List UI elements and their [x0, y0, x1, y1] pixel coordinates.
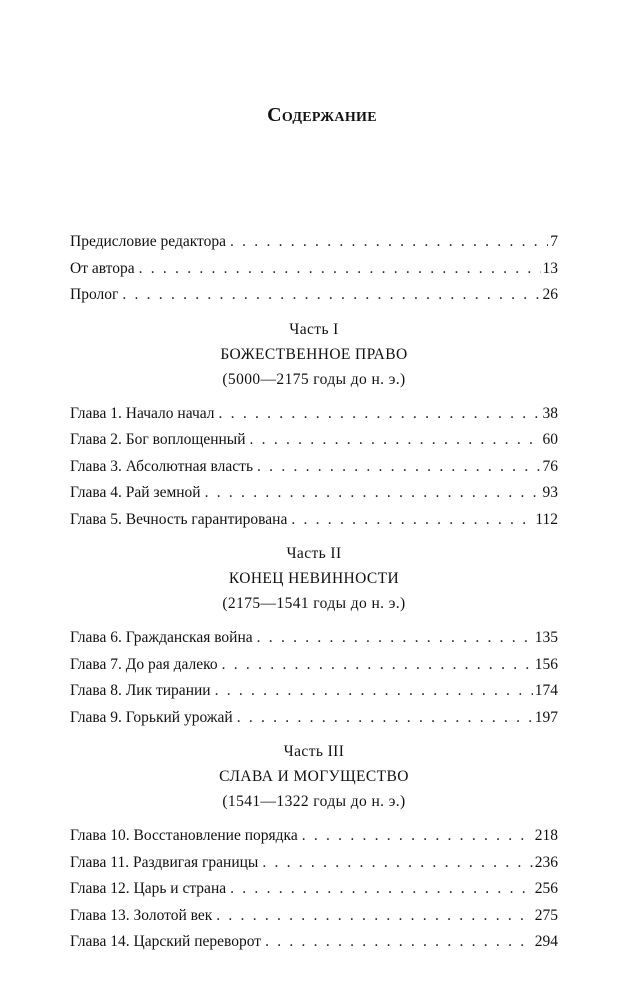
toc-entry-label: Глава 1. Начало начал: [70, 404, 215, 422]
toc-entry[interactable]: [70, 454, 558, 481]
dot-leader: [205, 480, 541, 507]
toc-entry-page: 60: [542, 431, 558, 448]
dot-leader: [237, 705, 533, 732]
toc-entry-label: Глава 12. Царь и страна: [70, 880, 227, 897]
toc-entry[interactable]: [70, 229, 558, 256]
dot-leader: [291, 507, 533, 534]
toc-entry[interactable]: [70, 282, 558, 309]
part-heading: [70, 541, 558, 616]
toc-entry[interactable]: [70, 480, 558, 507]
chapter-list: [70, 625, 558, 731]
part-heading: [70, 317, 558, 392]
toc-entry-page: 112: [535, 510, 558, 528]
toc-entry-label: От автора: [70, 259, 135, 277]
dot-leader: [230, 876, 533, 903]
toc-entry-page: 26: [542, 286, 558, 303]
front-matter-list: [70, 229, 558, 309]
toc-entry-page: 256: [534, 880, 558, 897]
toc-entry-label: Предисловие редактора: [70, 233, 226, 250]
toc-entry-page: 135: [534, 629, 558, 646]
toc-entry[interactable]: [70, 427, 558, 454]
part-heading: [70, 739, 558, 814]
dot-leader: [265, 929, 533, 956]
toc-entry[interactable]: [70, 705, 558, 732]
part-number: Часть I: [289, 320, 339, 338]
part-dates: (2175—1541 годы до н. э.): [222, 595, 406, 612]
toc-entry[interactable]: [70, 652, 558, 679]
toc-entry[interactable]: [70, 929, 558, 956]
dot-leader: [216, 903, 533, 930]
toc-entry-label: Глава 6. Гражданская война: [70, 629, 253, 646]
toc-entry[interactable]: [70, 823, 558, 850]
dot-leader: [230, 229, 548, 256]
toc-entry[interactable]: [70, 401, 558, 428]
dot-leader: [262, 850, 532, 877]
dot-leader: [122, 282, 540, 309]
toc-entry[interactable]: [70, 256, 558, 283]
toc-entry[interactable]: [70, 625, 558, 652]
dot-leader: [219, 401, 541, 428]
toc-entry-label: Глава 7. До рая далеко: [70, 655, 218, 673]
toc-entry-page: 156: [534, 655, 558, 673]
dot-leader: [222, 652, 533, 679]
toc-entry-label: Глава 9. Горький урожай: [70, 708, 233, 726]
toc-entry-label: Глава 4. Рай земной: [70, 484, 201, 501]
toc-entry-label: Глава 14. Царский переворот: [70, 933, 262, 950]
toc-entry-page: 218: [534, 827, 558, 844]
toc-entry[interactable]: [70, 903, 558, 930]
toc-entry-label: Глава 5. Вечность гарантирована: [70, 510, 288, 528]
part-dates: (1541—1322 годы до н. э.): [222, 793, 406, 810]
dot-leader: [250, 427, 541, 454]
toc-entry[interactable]: [70, 876, 558, 903]
dot-leader: [257, 625, 533, 652]
toc-entry-page: 275: [534, 906, 558, 924]
toc-entry-page: 7: [550, 233, 558, 250]
dot-leader: [139, 256, 541, 283]
toc-entry-page: 294: [534, 933, 558, 950]
toc-entry[interactable]: [70, 850, 558, 877]
chapter-list: [70, 401, 558, 534]
dot-leader: [302, 823, 533, 850]
chapter-list: [70, 823, 558, 956]
toc-entry[interactable]: [70, 507, 558, 534]
part-name: БОЖЕСТВЕННОЕ ПРАВО: [220, 345, 408, 363]
toc-entry-label: Глава 10. Восстановление порядка: [70, 827, 298, 844]
toc-entry-page: 13: [542, 259, 558, 277]
toc-entry-page: 93: [542, 484, 558, 501]
dot-leader: [215, 678, 533, 705]
toc-entry-page: 76: [542, 457, 558, 475]
part-name: КОНЕЦ НЕВИННОСТИ: [228, 570, 400, 587]
toc-entry-label: Глава 3. Абсолютная власть: [70, 457, 254, 475]
part-name: СЛАВА И МОГУЩЕСТВО: [219, 768, 409, 785]
part-dates: (5000—2175 годы до н. э.): [222, 370, 406, 388]
toc-entry-label: Пролог: [70, 286, 119, 303]
toc-entry-label: Глава 2. Бог воплощенный: [70, 431, 246, 448]
toc-entry-label: Глава 8. Лик тирании: [70, 682, 211, 699]
table-of-contents: [70, 229, 558, 956]
toc-entry-label: Глава 11. Раздвигая границы: [70, 853, 259, 871]
page-title: Содержание: [267, 104, 377, 126]
toc-entry[interactable]: [70, 678, 558, 705]
toc-entry-page: 197: [534, 708, 558, 726]
part-number: Часть II: [286, 545, 342, 562]
toc-entry-label: Глава 13. Золотой век: [70, 906, 213, 924]
toc-entry-page: 174: [534, 682, 558, 699]
toc-entry-page: 38: [542, 404, 558, 422]
toc-entry-page: 236: [534, 853, 558, 871]
dot-leader: [257, 454, 540, 481]
part-number: Часть III: [283, 743, 345, 760]
